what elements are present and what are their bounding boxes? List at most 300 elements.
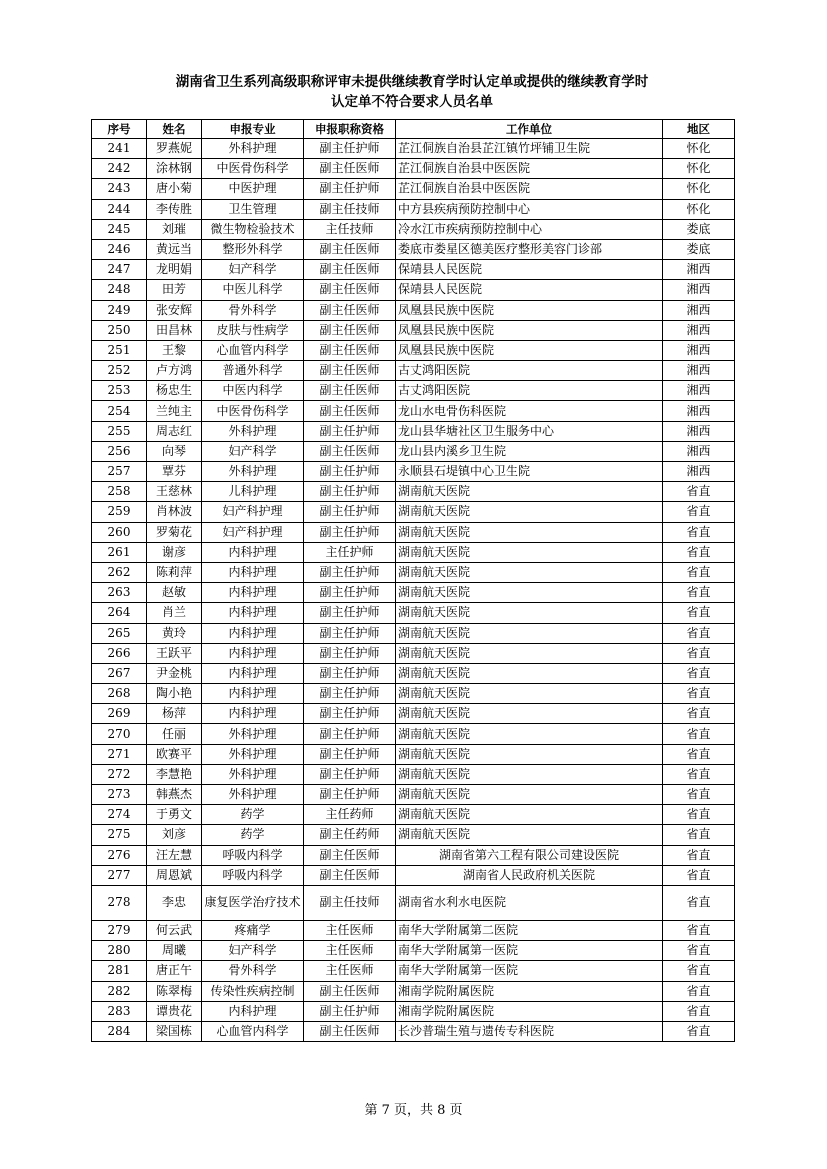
work-unit-cell: 湖南航天医院 xyxy=(396,583,663,603)
table-row xyxy=(92,482,735,502)
region-cell: 省直 xyxy=(663,684,735,704)
name-cell: 谭贵花 xyxy=(147,1001,202,1021)
serial-cell: 274 xyxy=(92,805,147,825)
region-cell: 湘西 xyxy=(663,340,735,360)
qualification-cell: 副主任医师 xyxy=(304,320,396,340)
specialty-cell: 妇产科学 xyxy=(202,260,304,280)
name-cell: 张安辉 xyxy=(147,300,202,320)
serial-cell: 260 xyxy=(92,522,147,542)
region-cell: 省直 xyxy=(663,805,735,825)
specialty-cell: 微生物检验技术 xyxy=(202,219,304,239)
name-cell: 陈翠梅 xyxy=(147,981,202,1001)
specialty-cell: 内科护理 xyxy=(202,684,304,704)
table-row xyxy=(92,583,735,603)
qualification-cell: 副主任护师 xyxy=(304,744,396,764)
region-cell: 省直 xyxy=(663,603,735,623)
serial-cell: 246 xyxy=(92,239,147,259)
qualification-cell: 副主任医师 xyxy=(304,1021,396,1041)
qualification-cell: 副主任医师 xyxy=(304,300,396,320)
name-cell: 周志红 xyxy=(147,421,202,441)
work-unit-cell: 中方县疾病预防控制中心 xyxy=(396,199,663,219)
table-row xyxy=(92,865,735,885)
qualification-cell: 副主任医师 xyxy=(304,865,396,885)
serial-cell: 263 xyxy=(92,583,147,603)
qualification-cell: 副主任护师 xyxy=(304,704,396,724)
name-cell: 韩燕杰 xyxy=(147,785,202,805)
work-unit-cell: 龙山县华塘社区卫生服务中心 xyxy=(396,421,663,441)
name-cell: 尹金桃 xyxy=(147,663,202,683)
table-row xyxy=(92,825,735,845)
region-cell: 省直 xyxy=(663,961,735,981)
specialty-cell: 疼痛学 xyxy=(202,920,304,940)
specialty-cell: 内科护理 xyxy=(202,542,304,562)
work-unit-cell: 湖南航天医院 xyxy=(396,684,663,704)
specialty-cell: 内科护理 xyxy=(202,643,304,663)
serial-cell: 278 xyxy=(92,885,147,920)
work-unit-cell: 南华大学附属第一医院 xyxy=(396,961,663,981)
work-unit-cell: 湖南航天医院 xyxy=(396,522,663,542)
serial-cell: 265 xyxy=(92,623,147,643)
qualification-cell: 副主任医师 xyxy=(304,845,396,865)
qualification-cell: 副主任护师 xyxy=(304,623,396,643)
table-row xyxy=(92,542,735,562)
qualification-cell: 副主任医师 xyxy=(304,401,396,421)
specialty-cell: 内科护理 xyxy=(202,623,304,643)
name-cell: 覃芬 xyxy=(147,462,202,482)
specialty-cell: 中医儿科学 xyxy=(202,280,304,300)
region-cell: 省直 xyxy=(663,704,735,724)
name-cell: 周曦 xyxy=(147,941,202,961)
qualification-cell: 副主任护师 xyxy=(304,1001,396,1021)
serial-cell: 259 xyxy=(92,502,147,522)
qualification-cell: 副主任医师 xyxy=(304,159,396,179)
specialty-cell: 内科护理 xyxy=(202,562,304,582)
serial-cell: 262 xyxy=(92,562,147,582)
name-cell: 陈莉萍 xyxy=(147,562,202,582)
region-cell: 省直 xyxy=(663,663,735,683)
name-cell: 杨萍 xyxy=(147,704,202,724)
title-line-1: 湖南省卫生系列高级职称评审未提供继续教育学时认定单或提供的继续教育学时 xyxy=(175,74,649,90)
work-unit-cell: 南华大学附属第二医院 xyxy=(396,920,663,940)
name-cell: 田芳 xyxy=(147,280,202,300)
document-title xyxy=(90,72,734,112)
specialty-cell: 心血管内科学 xyxy=(202,1021,304,1041)
specialty-cell: 内科护理 xyxy=(202,704,304,724)
name-cell: 兰纯主 xyxy=(147,401,202,421)
work-unit-cell: 湖南航天医院 xyxy=(396,744,663,764)
qualification-cell: 副主任护师 xyxy=(304,663,396,683)
qualification-cell: 副主任护师 xyxy=(304,179,396,199)
region-cell: 湘西 xyxy=(663,421,735,441)
qualification-cell: 副主任护师 xyxy=(304,603,396,623)
qualification-cell: 副主任护师 xyxy=(304,764,396,784)
work-unit-cell: 冷水江市疾病预防控制中心 xyxy=(396,219,663,239)
table-row xyxy=(92,603,735,623)
header-specialty: 申报专业 xyxy=(202,120,304,139)
qualification-cell: 主任护师 xyxy=(304,542,396,562)
region-cell: 省直 xyxy=(663,502,735,522)
name-cell: 李传胜 xyxy=(147,199,202,219)
qualification-cell: 副主任护师 xyxy=(304,583,396,603)
specialty-cell: 药学 xyxy=(202,825,304,845)
serial-cell: 279 xyxy=(92,920,147,940)
table-row xyxy=(92,381,735,401)
qualification-cell: 副主任医师 xyxy=(304,361,396,381)
serial-cell: 280 xyxy=(92,941,147,961)
qualification-cell: 主任技师 xyxy=(304,219,396,239)
work-unit-cell: 娄底市娄星区德美医疗整形美容门诊部 xyxy=(396,239,663,259)
specialty-cell: 骨外科学 xyxy=(202,961,304,981)
qualification-cell: 副主任医师 xyxy=(304,340,396,360)
name-cell: 杨忠生 xyxy=(147,381,202,401)
specialty-cell: 内科护理 xyxy=(202,583,304,603)
table-row xyxy=(92,462,735,482)
table-row xyxy=(92,623,735,643)
region-cell: 娄底 xyxy=(663,219,735,239)
work-unit-cell: 凤凰县民族中医院 xyxy=(396,300,663,320)
qualification-cell: 副主任护师 xyxy=(304,502,396,522)
serial-cell: 275 xyxy=(92,825,147,845)
qualification-cell: 副主任医师 xyxy=(304,260,396,280)
name-cell: 任丽 xyxy=(147,724,202,744)
specialty-cell: 中医骨伤科学 xyxy=(202,401,304,421)
qualification-cell: 主任医师 xyxy=(304,961,396,981)
table-row xyxy=(92,885,735,920)
region-cell: 怀化 xyxy=(663,159,735,179)
qualification-cell: 副主任护师 xyxy=(304,482,396,502)
table-row xyxy=(92,179,735,199)
specialty-cell: 外科护理 xyxy=(202,744,304,764)
table-row xyxy=(92,340,735,360)
specialty-cell: 呼吸内科学 xyxy=(202,865,304,885)
table-row xyxy=(92,401,735,421)
header-name: 姓名 xyxy=(147,120,202,139)
name-cell: 卢方鸿 xyxy=(147,361,202,381)
name-cell: 黄玲 xyxy=(147,623,202,643)
name-cell: 罗燕妮 xyxy=(147,139,202,159)
region-cell: 省直 xyxy=(663,764,735,784)
qualification-cell: 副主任护师 xyxy=(304,684,396,704)
name-cell: 龙明娟 xyxy=(147,260,202,280)
specialty-cell: 妇产科学 xyxy=(202,941,304,961)
table-row xyxy=(92,684,735,704)
work-unit-cell: 湖南航天医院 xyxy=(396,764,663,784)
table-body xyxy=(92,139,735,1042)
header-qualification: 申报职称资格 xyxy=(304,120,396,139)
name-cell: 李慧艳 xyxy=(147,764,202,784)
serial-cell: 243 xyxy=(92,179,147,199)
qualification-cell: 副主任医师 xyxy=(304,280,396,300)
specialty-cell: 外科护理 xyxy=(202,462,304,482)
region-cell: 省直 xyxy=(663,981,735,1001)
serial-cell: 272 xyxy=(92,764,147,784)
name-cell: 欧赛平 xyxy=(147,744,202,764)
table-row xyxy=(92,845,735,865)
qualification-cell: 副主任医师 xyxy=(304,381,396,401)
region-cell: 省直 xyxy=(663,785,735,805)
qualification-cell: 副主任护师 xyxy=(304,421,396,441)
region-cell: 省直 xyxy=(663,643,735,663)
work-unit-cell: 古丈鸿阳医院 xyxy=(396,381,663,401)
name-cell: 于勇文 xyxy=(147,805,202,825)
work-unit-cell: 龙山县内溪乡卫生院 xyxy=(396,441,663,461)
serial-cell: 251 xyxy=(92,340,147,360)
work-unit-cell: 长沙普瑞生殖与遗传专科医院 xyxy=(396,1021,663,1041)
table-row xyxy=(92,1021,735,1041)
specialty-cell: 普通外科学 xyxy=(202,361,304,381)
table-row xyxy=(92,159,735,179)
qualification-cell: 副主任技师 xyxy=(304,885,396,920)
name-cell: 田昌林 xyxy=(147,320,202,340)
work-unit-cell: 湖南航天医院 xyxy=(396,785,663,805)
table-row xyxy=(92,961,735,981)
table-row xyxy=(92,663,735,683)
serial-cell: 245 xyxy=(92,219,147,239)
header-serial: 序号 xyxy=(92,120,147,139)
serial-cell: 258 xyxy=(92,482,147,502)
name-cell: 肖林波 xyxy=(147,502,202,522)
table-row xyxy=(92,704,735,724)
specialty-cell: 传染性疾病控制 xyxy=(202,981,304,1001)
work-unit-cell: 湖南航天医院 xyxy=(396,603,663,623)
specialty-cell: 妇产科护理 xyxy=(202,522,304,542)
region-cell: 怀化 xyxy=(663,179,735,199)
work-unit-cell: 永顺县石堤镇中心卫生院 xyxy=(396,462,663,482)
name-cell: 李忠 xyxy=(147,885,202,920)
name-cell: 唐小菊 xyxy=(147,179,202,199)
name-cell: 陶小艳 xyxy=(147,684,202,704)
table-header-row xyxy=(92,120,735,139)
serial-cell: 264 xyxy=(92,603,147,623)
specialty-cell: 整形外科学 xyxy=(202,239,304,259)
table-row xyxy=(92,441,735,461)
qualification-cell: 主任医师 xyxy=(304,941,396,961)
qualification-cell: 副主任护师 xyxy=(304,522,396,542)
region-cell: 怀化 xyxy=(663,199,735,219)
work-unit-cell: 凤凰县民族中医院 xyxy=(396,340,663,360)
name-cell: 肖兰 xyxy=(147,603,202,623)
specialty-cell: 外科护理 xyxy=(202,764,304,784)
qualification-cell: 主任医师 xyxy=(304,920,396,940)
name-cell: 何云武 xyxy=(147,920,202,940)
work-unit-cell: 湘南学院附属医院 xyxy=(396,981,663,1001)
serial-cell: 281 xyxy=(92,961,147,981)
serial-cell: 282 xyxy=(92,981,147,1001)
table-row xyxy=(92,361,735,381)
work-unit-cell: 湖南航天医院 xyxy=(396,643,663,663)
specialty-cell: 心血管内科学 xyxy=(202,340,304,360)
region-cell: 怀化 xyxy=(663,139,735,159)
table-row xyxy=(92,785,735,805)
work-unit-cell: 湖南省水利水电医院 xyxy=(396,885,663,920)
qualification-cell: 副主任护师 xyxy=(304,643,396,663)
serial-cell: 270 xyxy=(92,724,147,744)
region-cell: 省直 xyxy=(663,1001,735,1021)
specialty-cell: 外科护理 xyxy=(202,139,304,159)
work-unit-cell: 湖南航天医院 xyxy=(396,542,663,562)
work-unit-cell: 凤凰县民族中医院 xyxy=(396,320,663,340)
name-cell: 王跃平 xyxy=(147,643,202,663)
work-unit-cell: 湖南航天医院 xyxy=(396,805,663,825)
table-row xyxy=(92,805,735,825)
name-cell: 向琴 xyxy=(147,441,202,461)
work-unit-cell: 湖南航天医院 xyxy=(396,502,663,522)
table-row xyxy=(92,562,735,582)
name-cell: 王慈林 xyxy=(147,482,202,502)
serial-cell: 284 xyxy=(92,1021,147,1041)
specialty-cell: 皮肤与性病学 xyxy=(202,320,304,340)
region-cell: 省直 xyxy=(663,522,735,542)
region-cell: 湘西 xyxy=(663,260,735,280)
name-cell: 谢彦 xyxy=(147,542,202,562)
work-unit-cell: 芷江侗族自治县中医医院 xyxy=(396,179,663,199)
name-cell: 刘璀 xyxy=(147,219,202,239)
work-unit-cell: 古丈鸿阳医院 xyxy=(396,361,663,381)
serial-cell: 252 xyxy=(92,361,147,381)
region-cell: 湘西 xyxy=(663,361,735,381)
region-cell: 湘西 xyxy=(663,320,735,340)
header-work-unit: 工作单位 xyxy=(396,120,663,139)
qualification-cell: 副主任护师 xyxy=(304,724,396,744)
serial-cell: 283 xyxy=(92,1001,147,1021)
name-cell: 涂林钢 xyxy=(147,159,202,179)
serial-cell: 269 xyxy=(92,704,147,724)
work-unit-cell: 芷江侗族自治县芷江镇竹坪铺卫生院 xyxy=(396,139,663,159)
specialty-cell: 卫生管理 xyxy=(202,199,304,219)
specialty-cell: 妇产科学 xyxy=(202,441,304,461)
work-unit-cell: 湖南航天医院 xyxy=(396,623,663,643)
table-row xyxy=(92,941,735,961)
specialty-cell: 骨外科学 xyxy=(202,300,304,320)
table-row xyxy=(92,260,735,280)
name-cell: 周恩斌 xyxy=(147,865,202,885)
region-cell: 省直 xyxy=(663,845,735,865)
specialty-cell: 中医内科学 xyxy=(202,381,304,401)
table-row xyxy=(92,981,735,1001)
specialty-cell: 妇产科护理 xyxy=(202,502,304,522)
serial-cell: 271 xyxy=(92,744,147,764)
region-cell: 省直 xyxy=(663,724,735,744)
work-unit-cell: 湖南航天医院 xyxy=(396,724,663,744)
table-row xyxy=(92,239,735,259)
serial-cell: 244 xyxy=(92,199,147,219)
work-unit-cell: 湖南航天医院 xyxy=(396,825,663,845)
header-region: 地区 xyxy=(663,120,735,139)
table-row xyxy=(92,920,735,940)
serial-cell: 277 xyxy=(92,865,147,885)
specialty-cell: 康复医学治疗技术 xyxy=(202,885,304,920)
serial-cell: 248 xyxy=(92,280,147,300)
specialty-cell: 外科护理 xyxy=(202,421,304,441)
work-unit-cell: 湖南省人民政府机关医院 xyxy=(396,865,663,885)
work-unit-cell: 湖南航天医院 xyxy=(396,562,663,582)
region-cell: 湘西 xyxy=(663,381,735,401)
specialty-cell: 内科护理 xyxy=(202,603,304,623)
work-unit-cell: 湖南省第六工程有限公司建设医院 xyxy=(396,845,663,865)
region-cell: 娄底 xyxy=(663,239,735,259)
serial-cell: 257 xyxy=(92,462,147,482)
qualification-cell: 副主任医师 xyxy=(304,239,396,259)
table-row xyxy=(92,139,735,159)
work-unit-cell: 湖南航天医院 xyxy=(396,704,663,724)
name-cell: 汪左慧 xyxy=(147,845,202,865)
name-cell: 梁国栋 xyxy=(147,1021,202,1041)
serial-cell: 273 xyxy=(92,785,147,805)
table-row xyxy=(92,1001,735,1021)
qualification-cell: 副主任医师 xyxy=(304,981,396,1001)
region-cell: 省直 xyxy=(663,623,735,643)
specialty-cell: 呼吸内科学 xyxy=(202,845,304,865)
table-row xyxy=(92,320,735,340)
specialty-cell: 外科护理 xyxy=(202,724,304,744)
region-cell: 省直 xyxy=(663,865,735,885)
region-cell: 省直 xyxy=(663,482,735,502)
table-row xyxy=(92,300,735,320)
table-row xyxy=(92,421,735,441)
region-cell: 省直 xyxy=(663,583,735,603)
region-cell: 省直 xyxy=(663,542,735,562)
qualification-cell: 副主任护师 xyxy=(304,562,396,582)
qualification-cell: 主任药师 xyxy=(304,805,396,825)
page-footer: 第 7 页，共 8 页 xyxy=(364,1103,463,1118)
serial-cell: 242 xyxy=(92,159,147,179)
qualification-cell: 副主任医师 xyxy=(304,441,396,461)
work-unit-cell: 南华大学附属第一医院 xyxy=(396,941,663,961)
serial-cell: 266 xyxy=(92,643,147,663)
qualification-cell: 副主任技师 xyxy=(304,199,396,219)
region-cell: 湘西 xyxy=(663,280,735,300)
qualification-cell: 副主任护师 xyxy=(304,785,396,805)
region-cell: 省直 xyxy=(663,825,735,845)
table-row xyxy=(92,764,735,784)
serial-cell: 241 xyxy=(92,139,147,159)
specialty-cell: 内科护理 xyxy=(202,663,304,683)
region-cell: 省直 xyxy=(663,920,735,940)
name-cell: 黄远当 xyxy=(147,239,202,259)
serial-cell: 254 xyxy=(92,401,147,421)
work-unit-cell: 湖南航天医院 xyxy=(396,663,663,683)
work-unit-cell: 芷江侗族自治县中医医院 xyxy=(396,159,663,179)
region-cell: 省直 xyxy=(663,744,735,764)
serial-cell: 250 xyxy=(92,320,147,340)
serial-cell: 267 xyxy=(92,663,147,683)
serial-cell: 261 xyxy=(92,542,147,562)
region-cell: 省直 xyxy=(663,562,735,582)
table-row xyxy=(92,724,735,744)
region-cell: 省直 xyxy=(663,941,735,961)
table-row xyxy=(92,643,735,663)
name-cell: 刘彦 xyxy=(147,825,202,845)
serial-cell: 276 xyxy=(92,845,147,865)
title-line-2: 认定单不符合要求人员名单 xyxy=(331,94,493,110)
region-cell: 湘西 xyxy=(663,462,735,482)
work-unit-cell: 保靖县人民医院 xyxy=(396,280,663,300)
qualification-cell: 副主任护师 xyxy=(304,462,396,482)
specialty-cell: 药学 xyxy=(202,805,304,825)
region-cell: 湘西 xyxy=(663,300,735,320)
name-cell: 王黎 xyxy=(147,340,202,360)
table-row xyxy=(92,502,735,522)
specialty-cell: 中医骨伤科学 xyxy=(202,159,304,179)
work-unit-cell: 湖南航天医院 xyxy=(396,482,663,502)
qualification-cell: 副主任护师 xyxy=(304,139,396,159)
serial-cell: 255 xyxy=(92,421,147,441)
qualification-cell: 副主任药师 xyxy=(304,825,396,845)
name-cell: 罗菊花 xyxy=(147,522,202,542)
region-cell: 省直 xyxy=(663,1021,735,1041)
serial-cell: 268 xyxy=(92,684,147,704)
table-row xyxy=(92,199,735,219)
